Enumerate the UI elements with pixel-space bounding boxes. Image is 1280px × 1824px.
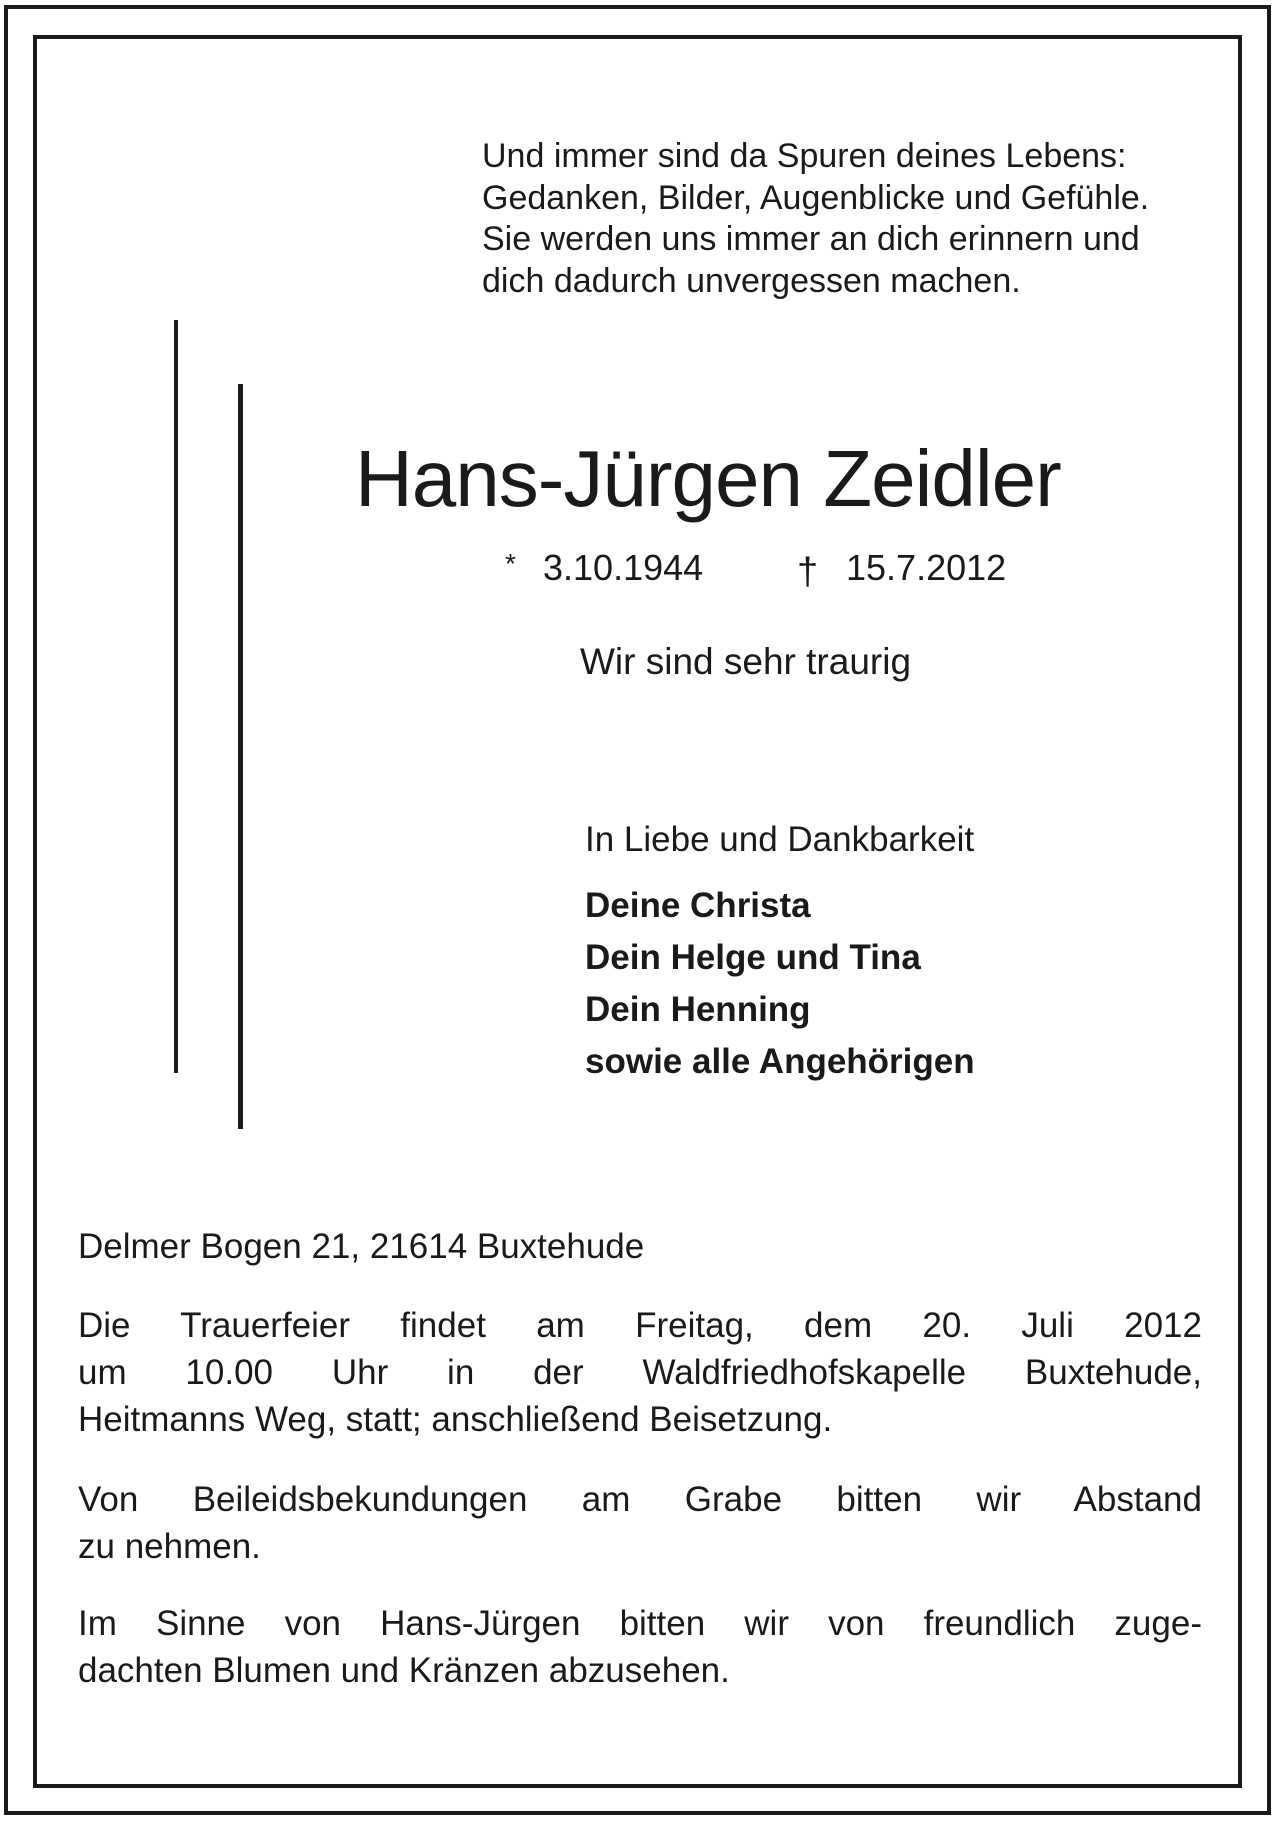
poem-line: dich dadurch unvergessen machen. [482,261,1021,300]
decorative-vertical-line [174,320,178,1073]
mourning-message: Wir sind sehr traurig [580,641,912,682]
address: Delmer Bogen 21, 21614 Buxtehude [78,1227,645,1266]
paragraph-line: Im Sinne von Hans-Jürgen bitten wir von freundlich zuge- [78,1604,1202,1643]
signer: Dein Henning [585,990,811,1029]
paragraph-line: zu nehmen. [78,1527,261,1566]
death-date: 15.7.2012 [846,547,1007,588]
memorial-poem [482,136,1242,302]
birth-star-icon: * [505,548,516,579]
deceased-name: Hans-Jürgen Zeidler [355,434,1061,523]
poem-line: Sie werden uns immer an dich erinnern und [482,220,1140,258]
decorative-vertical-line [238,384,243,1129]
death-cross-icon: † [797,551,819,593]
funeral-info-paragraph [78,1302,1202,1443]
flowers-paragraph [78,1600,1202,1694]
closing-intro: In Liebe und Dankbarkeit [585,820,975,859]
signer: sowie alle Angehörigen [585,1042,975,1081]
paragraph-line: um 10.00 Uhr in der Waldfriedhofskapelle Buxtehude, [78,1353,1202,1392]
poem-line: Und immer sind da Spuren deines Lebens: [482,137,1127,175]
condolence-paragraph [78,1476,1202,1570]
paragraph-line: Die Trauerfeier findet am Freitag, dem 20. Juli 2012 [78,1306,1202,1345]
signers-list [585,880,975,1088]
paragraph-line: Heitmanns Weg, statt; anschließend Beisetzung. [78,1400,833,1439]
poem-line: Gedanken, Bilder, Augenblicke und Gefühle. [482,178,1150,217]
birth-date: 3.10.1944 [543,547,704,588]
signer: Dein Helge und Tina [585,938,921,977]
signer: Deine Christa [585,886,811,925]
paragraph-line: Von Beileidsbekundungen am Grabe bitten wir Abstand [78,1480,1202,1519]
paragraph-line: dachten Blumen und Kränzen abzusehen. [78,1651,730,1690]
